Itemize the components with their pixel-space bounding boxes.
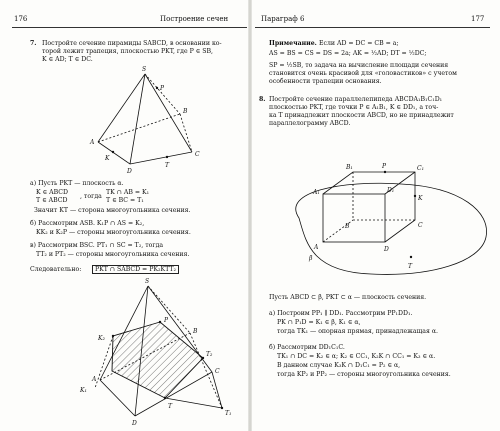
problem-7-line-2: торой лежит трапеция, плоскостью PKT, где P ∈ SB, (42, 48, 214, 55)
page-number-right: 177 (471, 15, 485, 23)
fig2-label-t: T (168, 403, 173, 410)
fig3-label-c1: C₁ (417, 165, 424, 172)
fig3-label-a1: A₁ (313, 189, 320, 196)
therefore-label: Следовательно: (30, 266, 82, 273)
fig2-label-b: B (193, 328, 198, 335)
problem-7-line-1: Постройте сечение пирамиды SABCD, в основании ко- (42, 40, 222, 47)
running-head-left: Построение сечен (160, 15, 229, 23)
note-line-5: особенности трапеции основания. (269, 78, 382, 85)
fig1-label-k: K (105, 155, 110, 162)
note-line-1: Если AD = DC = CB = a; (319, 40, 399, 47)
fig2-label-d: D (132, 420, 137, 427)
problem-8-line-1: Постройте сечение параллелепипеда ABCDA₁B₁C₁D₁ (269, 96, 443, 103)
fig1-label-a: A (90, 139, 95, 146)
fig1-label-b: B (183, 108, 188, 115)
fig3-label-beta: β (309, 255, 313, 262)
step-a-line-1-right: а) Построим PP₁ ∥ DD₁. Рассмотрим PP₁DD₁. (269, 310, 413, 317)
fig2-label-t2: T₂ (206, 351, 213, 358)
note-line-4: становится очень красивой для «головастиков» с учетом (269, 70, 457, 77)
fig2-label-c: C (215, 368, 220, 375)
fig3-label-c: C (418, 222, 423, 229)
fig1-label-s: S (142, 66, 147, 73)
step-a-right-1: TK ∩ AB = K₁ (106, 189, 150, 196)
left-page (0, 0, 249, 431)
pyramid-figure-1 (0, 66, 249, 176)
section-intro: Пусть ABCD ⊂ β, PKT ⊂ α — плоскость сечения. (269, 294, 427, 301)
fig3-label-b1: B₁ (346, 164, 353, 171)
fig2-label-s: S (145, 278, 150, 285)
fig3-label-d1: D₁ (387, 187, 395, 194)
step-c-line-1: в) Рассмотрим BSC. PT₁ ∩ SC = T₂, тогда (30, 242, 164, 249)
header-rule-right (255, 27, 490, 28)
problem-8-line-3: ка T принадлежит плоскости ABCD, но не принадлежит (269, 112, 454, 119)
step-a-then: , тогда (80, 193, 102, 200)
step-b-line-3-right: В данном случае K₃K ∩ D₁C₁ = P₂ ∈ α, (277, 362, 401, 369)
fig1-label-p: P (160, 85, 165, 92)
fig2-label-t1: T₁ (225, 410, 232, 417)
step-b-line-2: KK₂ и K₂P — стороны многоугольника сечения. (36, 229, 191, 236)
running-head-right: Параграф 6 (261, 15, 305, 23)
fig2-label-k1: K₁ (80, 387, 87, 394)
right-page (251, 0, 500, 431)
pyramid-figure-2 (0, 278, 249, 428)
problem-8-number: 8. (259, 96, 266, 103)
step-b-line-4-right: тогда KP₂ и PP₂ — стороны многоугольника сечения. (277, 371, 451, 378)
step-a-conclusion: Значит KT — сторона многоугольника сечения. (34, 207, 191, 214)
problem-8-line-4: параллелограмму ABCD. (269, 120, 351, 127)
step-a-intro: а) Пусть PKT — плоскость α. (30, 180, 124, 187)
page-number-left: 176 (14, 15, 28, 23)
problem-8-line-2: плоскостью PKT, где точки P ∈ A₁B₁, K ∈ DD₁, а точ- (269, 104, 439, 111)
fig1-label-d: D (127, 168, 132, 175)
fig3-label-d: D (384, 246, 389, 253)
fig3-label-p: P (382, 163, 387, 170)
fig1-label-t: T (165, 162, 170, 169)
note-label: Примечание. (269, 40, 317, 47)
step-a-right-2: T ∈ BC = T₁ (106, 197, 144, 204)
fig3-label-t: T (408, 263, 413, 270)
fig2-label-k2: K₂ (98, 335, 105, 342)
note-line-3: SP = ½SB, то задача на вычисление площади сечения (269, 62, 449, 69)
step-a-line-2-right: PK ∩ P₁D = K₁ ∈ β, K₁ ∈ α, (277, 319, 361, 326)
fig3-label-a: A (314, 244, 319, 251)
problem-7-number: 7. (30, 40, 37, 47)
step-a-line-3-right: тогда TK₁ — опорная прямая, принадлежащая α. (277, 328, 439, 335)
step-b-line-1-right: б) Рассмотрим DD₁C₁C. (269, 344, 345, 351)
fig1-label-c: C (195, 151, 200, 158)
fig3-label-b: B (345, 223, 350, 230)
step-b-line-1: б) Рассмотрим ASB. K₁P ∩ AS = K₂, (30, 220, 145, 227)
step-a-left-1: K ∈ ABCD (36, 189, 68, 196)
step-a-left-2: T ∈ ABCD (36, 197, 68, 204)
fig2-label-p: P (164, 317, 169, 324)
header-rule-left (12, 27, 247, 28)
step-c-line-2: TT₂ и PT₂ — стороны многоугольника сечения. (36, 251, 190, 258)
fig3-label-k: K (418, 195, 423, 202)
note-line-2: AS = BS = CS = DS = 2a; AK = ½AD; DT = ½DC; (269, 50, 427, 57)
step-b-line-2-right: TK₁ ∩ DC = K₂ ∈ α; K₂ ∈ CC₁, K₂K ∩ CC₁ = K₃ ∈ α. (277, 353, 436, 360)
fig2-label-a: A (92, 376, 97, 383)
result-formula: PKT ∩ SABCD = PK₂KTT₂ (92, 265, 179, 274)
parallelepiped-figure (251, 132, 500, 282)
problem-7-line-3: K ∈ AD; T ∈ DC. (42, 56, 93, 63)
